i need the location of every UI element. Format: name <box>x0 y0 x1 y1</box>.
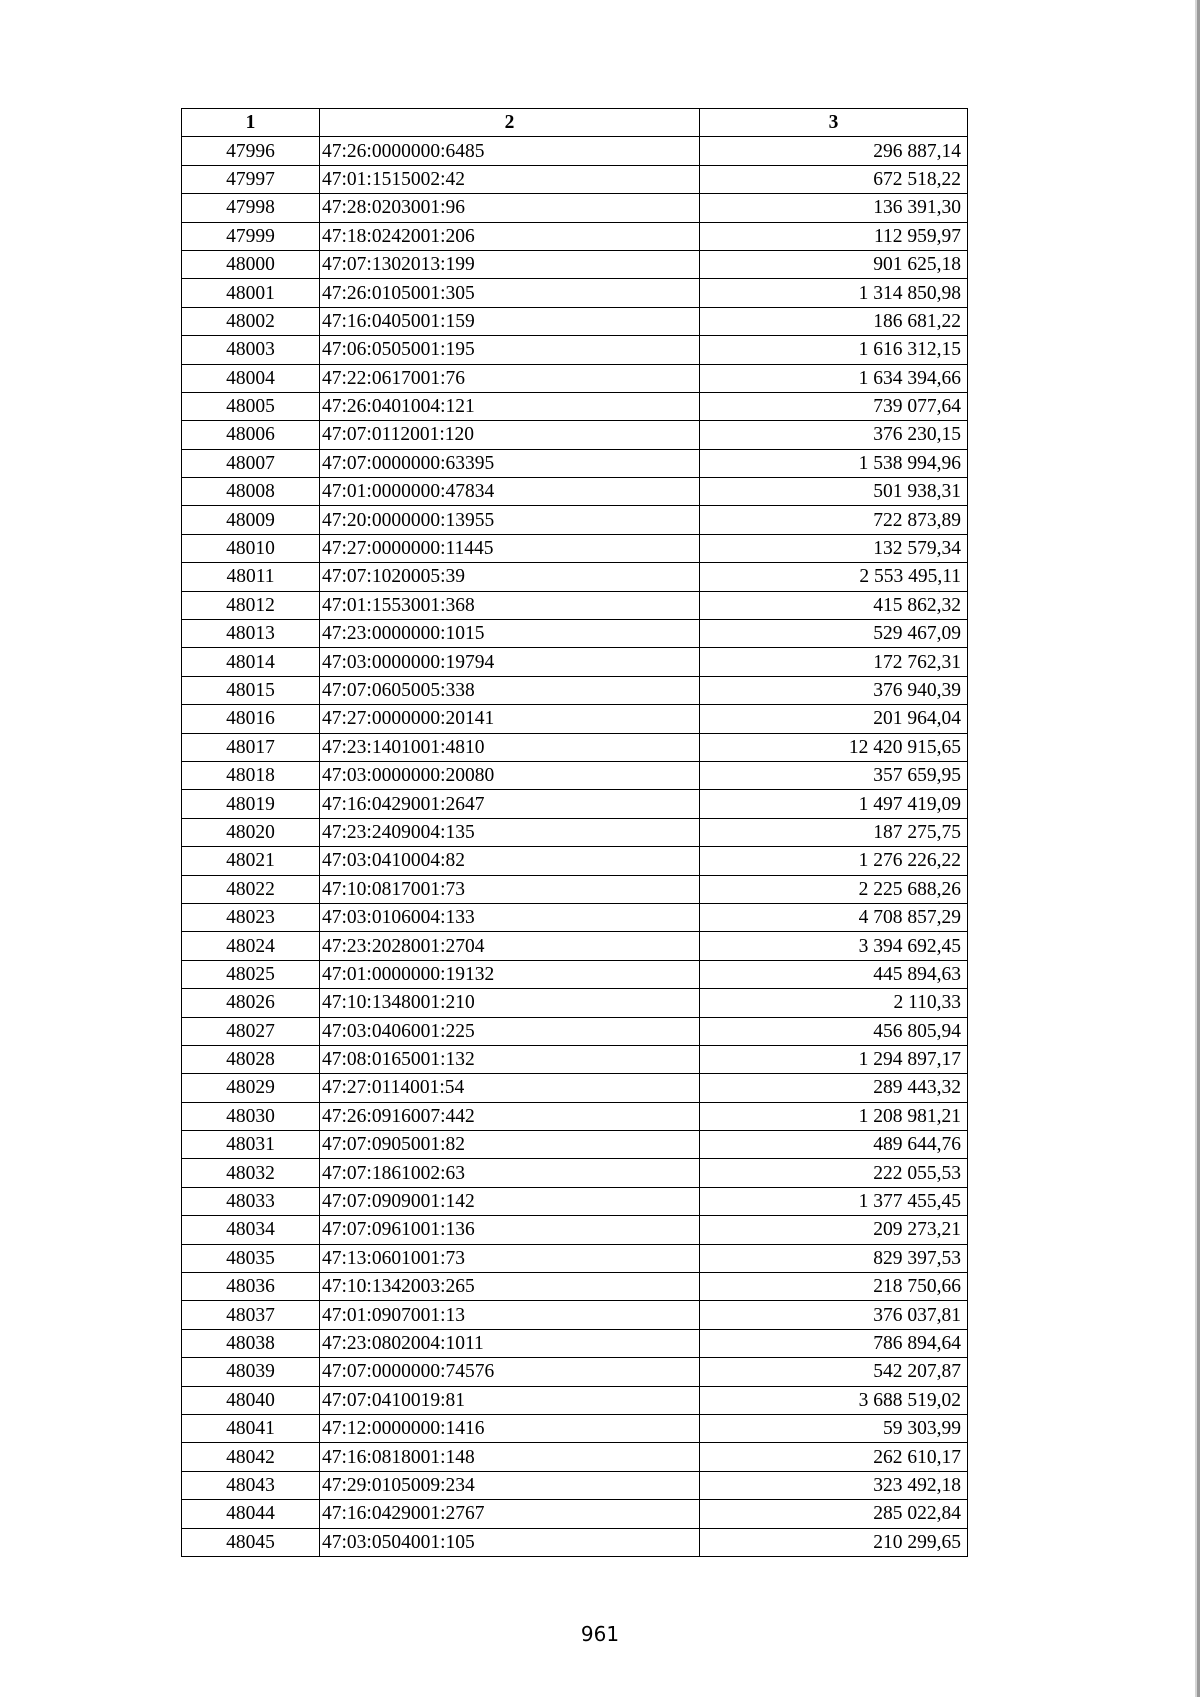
cadastral-number-cell: 47:07:0410019:81 <box>320 1386 700 1414</box>
cadastral-value-cell: 285 022,84 <box>700 1500 968 1528</box>
cadastral-value-cell: 112 959,97 <box>700 222 968 250</box>
column-header-2: 2 <box>320 109 700 137</box>
cadastral-value-cell: 210 299,65 <box>700 1528 968 1556</box>
row-number-cell: 48008 <box>182 478 320 506</box>
cadastral-value-cell: 722 873,89 <box>700 506 968 534</box>
row-number-cell: 48009 <box>182 506 320 534</box>
cadastral-number-cell: 47:23:2028001:2704 <box>320 932 700 960</box>
row-number-cell: 48022 <box>182 875 320 903</box>
row-number-cell: 48028 <box>182 1045 320 1073</box>
cadastral-number-cell: 47:12:0000000:1416 <box>320 1414 700 1442</box>
table-row <box>182 903 968 931</box>
cadastral-number-cell: 47:01:0000000:19132 <box>320 960 700 988</box>
cadastral-number-cell: 47:01:1515002:42 <box>320 165 700 193</box>
cadastral-value-cell: 376 940,39 <box>700 676 968 704</box>
cadastral-number-cell: 47:26:0105001:305 <box>320 279 700 307</box>
cadastral-number-cell: 47:23:0802004:1011 <box>320 1329 700 1357</box>
row-number-cell: 48024 <box>182 932 320 960</box>
cadastral-value-cell: 4 708 857,29 <box>700 903 968 931</box>
cadastral-number-cell: 47:16:0818001:148 <box>320 1443 700 1471</box>
row-number-cell: 48030 <box>182 1102 320 1130</box>
table-row <box>182 1131 968 1159</box>
table-row <box>182 194 968 222</box>
cadastral-value-cell: 489 644,76 <box>700 1131 968 1159</box>
table-row <box>182 989 968 1017</box>
row-number-cell: 48019 <box>182 790 320 818</box>
table-row <box>182 847 968 875</box>
cadastral-number-cell: 47:03:0410004:82 <box>320 847 700 875</box>
cadastral-value-cell: 357 659,95 <box>700 761 968 789</box>
table-row <box>182 620 968 648</box>
column-header-1: 1 <box>182 109 320 137</box>
cadastral-value-cell: 376 037,81 <box>700 1301 968 1329</box>
table-row <box>182 960 968 988</box>
row-number-cell: 48003 <box>182 336 320 364</box>
cadastral-number-cell: 47:03:0000000:19794 <box>320 648 700 676</box>
table-row <box>182 1244 968 1272</box>
cadastral-value-cell: 201 964,04 <box>700 705 968 733</box>
table-row <box>182 790 968 818</box>
row-number-cell: 48004 <box>182 364 320 392</box>
cadastral-value-cell: 1 294 897,17 <box>700 1045 968 1073</box>
row-number-cell: 48039 <box>182 1358 320 1386</box>
cadastral-value-cell: 262 610,17 <box>700 1443 968 1471</box>
cadastral-value-cell: 739 077,64 <box>700 392 968 420</box>
table-row <box>182 1273 968 1301</box>
cadastral-number-cell: 47:03:0000000:20080 <box>320 761 700 789</box>
cadastral-number-cell: 47:10:1342003:265 <box>320 1273 700 1301</box>
table-row <box>182 1017 968 1045</box>
row-number-cell: 48001 <box>182 279 320 307</box>
table-row <box>182 1102 968 1130</box>
table-row <box>182 676 968 704</box>
table-row <box>182 1045 968 1073</box>
cadastral-number-cell: 47:01:1553001:368 <box>320 591 700 619</box>
cadastral-number-cell: 47:07:0961001:136 <box>320 1216 700 1244</box>
cadastral-number-cell: 47:16:0405001:159 <box>320 307 700 335</box>
header-row <box>182 109 968 137</box>
cadastral-number-cell: 47:23:1401001:4810 <box>320 733 700 761</box>
table-row <box>182 1216 968 1244</box>
row-number-cell: 48038 <box>182 1329 320 1357</box>
cadastral-number-cell: 47:03:0106004:133 <box>320 903 700 931</box>
cadastral-value-cell: 901 625,18 <box>700 250 968 278</box>
cadastral-value-cell: 209 273,21 <box>700 1216 968 1244</box>
row-number-cell: 48006 <box>182 421 320 449</box>
row-number-cell: 48031 <box>182 1131 320 1159</box>
table-row <box>182 648 968 676</box>
cadastral-number-cell: 47:07:0909001:142 <box>320 1187 700 1215</box>
cadastral-value-cell: 501 938,31 <box>700 478 968 506</box>
cadastral-value-cell: 672 518,22 <box>700 165 968 193</box>
row-number-cell: 48045 <box>182 1528 320 1556</box>
table-row <box>182 705 968 733</box>
cadastral-value-cell: 136 391,30 <box>700 194 968 222</box>
row-number-cell: 48015 <box>182 676 320 704</box>
table-row <box>182 137 968 165</box>
row-number-cell: 48002 <box>182 307 320 335</box>
cadastral-value-cell: 218 750,66 <box>700 1273 968 1301</box>
cadastral-number-cell: 47:26:0401004:121 <box>320 392 700 420</box>
cadastral-value-cell: 2 225 688,26 <box>700 875 968 903</box>
cadastral-value-cell: 3 688 519,02 <box>700 1386 968 1414</box>
cadastral-value-cell: 12 420 915,65 <box>700 733 968 761</box>
cadastral-number-cell: 47:23:0000000:1015 <box>320 620 700 648</box>
row-number-cell: 48014 <box>182 648 320 676</box>
cadastral-number-cell: 47:07:0905001:82 <box>320 1131 700 1159</box>
row-number-cell: 48011 <box>182 563 320 591</box>
row-number-cell: 48036 <box>182 1273 320 1301</box>
table-body <box>182 137 968 1557</box>
cadastral-value-cell: 172 762,31 <box>700 648 968 676</box>
cadastral-value-cell: 296 887,14 <box>700 137 968 165</box>
cadastral-number-cell: 47:29:0105009:234 <box>320 1471 700 1499</box>
table-row <box>182 1301 968 1329</box>
table-row <box>182 392 968 420</box>
cadastral-number-cell: 47:07:0000000:74576 <box>320 1358 700 1386</box>
row-number-cell: 48027 <box>182 1017 320 1045</box>
cadastral-value-cell: 2 110,33 <box>700 989 968 1017</box>
cadastral-value-cell: 829 397,53 <box>700 1244 968 1272</box>
table-row <box>182 1329 968 1357</box>
row-number-cell: 48005 <box>182 392 320 420</box>
row-number-cell: 48023 <box>182 903 320 931</box>
cadastral-number-cell: 47:26:0000000:6485 <box>320 137 700 165</box>
cadastral-value-cell: 1 538 994,96 <box>700 449 968 477</box>
cadastral-number-cell: 47:03:0504001:105 <box>320 1528 700 1556</box>
row-number-cell: 48042 <box>182 1443 320 1471</box>
row-number-cell: 48033 <box>182 1187 320 1215</box>
cadastral-value-cell: 456 805,94 <box>700 1017 968 1045</box>
row-number-cell: 48044 <box>182 1500 320 1528</box>
cadastral-value-cell: 222 055,53 <box>700 1159 968 1187</box>
cadastral-number-cell: 47:07:0112001:120 <box>320 421 700 449</box>
table-row <box>182 279 968 307</box>
cadastral-number-cell: 47:07:1302013:199 <box>320 250 700 278</box>
cadastral-value-cell: 415 862,32 <box>700 591 968 619</box>
row-number-cell: 48016 <box>182 705 320 733</box>
cadastral-value-cell: 132 579,34 <box>700 534 968 562</box>
cadastral-number-cell: 47:27:0000000:20141 <box>320 705 700 733</box>
page-number: 961 <box>580 1622 620 1646</box>
cadastral-value-cell: 376 230,15 <box>700 421 968 449</box>
cadastral-number-cell: 47:06:0505001:195 <box>320 336 700 364</box>
cadastral-value-cell: 323 492,18 <box>700 1471 968 1499</box>
table-row <box>182 1187 968 1215</box>
row-number-cell: 48018 <box>182 761 320 789</box>
cadastral-value-table <box>181 108 968 1557</box>
table-row <box>182 165 968 193</box>
cadastral-number-cell: 47:26:0916007:442 <box>320 1102 700 1130</box>
cadastral-value-cell: 1 616 312,15 <box>700 336 968 364</box>
cadastral-value-cell: 1 276 226,22 <box>700 847 968 875</box>
table-row <box>182 534 968 562</box>
table-row <box>182 818 968 846</box>
table-row <box>182 1528 968 1556</box>
row-number-cell: 48010 <box>182 534 320 562</box>
cadastral-number-cell: 47:13:0601001:73 <box>320 1244 700 1272</box>
cadastral-value-cell: 445 894,63 <box>700 960 968 988</box>
table-row <box>182 1074 968 1102</box>
cadastral-number-cell: 47:07:1020005:39 <box>320 563 700 591</box>
table-row <box>182 307 968 335</box>
table-row <box>182 421 968 449</box>
table-row <box>182 1471 968 1499</box>
cadastral-value-cell: 1 208 981,21 <box>700 1102 968 1130</box>
table-header <box>182 109 968 137</box>
table-row <box>182 364 968 392</box>
cadastral-value-cell: 3 394 692,45 <box>700 932 968 960</box>
cadastral-number-cell: 47:16:0429001:2647 <box>320 790 700 818</box>
cadastral-number-cell: 47:18:0242001:206 <box>320 222 700 250</box>
table-row <box>182 932 968 960</box>
cadastral-number-cell: 47:20:0000000:13955 <box>320 506 700 534</box>
cadastral-number-cell: 47:28:0203001:96 <box>320 194 700 222</box>
cadastral-number-cell: 47:23:2409004:135 <box>320 818 700 846</box>
row-number-cell: 48026 <box>182 989 320 1017</box>
cadastral-number-cell: 47:27:0114001:54 <box>320 1074 700 1102</box>
cadastral-number-cell: 47:01:0000000:47834 <box>320 478 700 506</box>
row-number-cell: 48037 <box>182 1301 320 1329</box>
cadastral-value-cell: 186 681,22 <box>700 307 968 335</box>
table-row <box>182 1443 968 1471</box>
table-row <box>182 222 968 250</box>
row-number-cell: 48041 <box>182 1414 320 1442</box>
table-row <box>182 1500 968 1528</box>
row-number-cell: 48035 <box>182 1244 320 1272</box>
cadastral-number-cell: 47:07:1861002:63 <box>320 1159 700 1187</box>
cadastral-value-cell: 542 207,87 <box>700 1358 968 1386</box>
row-number-cell: 48040 <box>182 1386 320 1414</box>
cadastral-number-cell: 47:07:0605005:338 <box>320 676 700 704</box>
table-row <box>182 1414 968 1442</box>
table-row <box>182 1386 968 1414</box>
table-row <box>182 336 968 364</box>
cadastral-number-cell: 47:01:0907001:13 <box>320 1301 700 1329</box>
row-number-cell: 48000 <box>182 250 320 278</box>
cadastral-value-cell: 529 467,09 <box>700 620 968 648</box>
row-number-cell: 47999 <box>182 222 320 250</box>
row-number-cell: 47996 <box>182 137 320 165</box>
cadastral-number-cell: 47:03:0406001:225 <box>320 1017 700 1045</box>
table-row <box>182 875 968 903</box>
table-row <box>182 563 968 591</box>
cadastral-number-cell: 47:27:0000000:11445 <box>320 534 700 562</box>
table-row <box>182 449 968 477</box>
cadastral-value-cell: 1 497 419,09 <box>700 790 968 818</box>
row-number-cell: 47998 <box>182 194 320 222</box>
table-row <box>182 1159 968 1187</box>
table-row <box>182 506 968 534</box>
row-number-cell: 48029 <box>182 1074 320 1102</box>
cadastral-value-cell: 1 634 394,66 <box>700 364 968 392</box>
cadastral-number-cell: 47:10:1348001:210 <box>320 989 700 1017</box>
row-number-cell: 48017 <box>182 733 320 761</box>
cadastral-value-cell: 187 275,75 <box>700 818 968 846</box>
cadastral-value-cell: 1 314 850,98 <box>700 279 968 307</box>
cadastral-number-cell: 47:07:0000000:63395 <box>320 449 700 477</box>
table-row <box>182 250 968 278</box>
row-number-cell: 48025 <box>182 960 320 988</box>
cadastral-number-cell: 47:22:0617001:76 <box>320 364 700 392</box>
table-row <box>182 1358 968 1386</box>
row-number-cell: 48021 <box>182 847 320 875</box>
cadastral-number-cell: 47:10:0817001:73 <box>320 875 700 903</box>
row-number-cell: 47997 <box>182 165 320 193</box>
cadastral-value-cell: 59 303,99 <box>700 1414 968 1442</box>
cadastral-value-cell: 289 443,32 <box>700 1074 968 1102</box>
row-number-cell: 48012 <box>182 591 320 619</box>
cadastral-value-cell: 1 377 455,45 <box>700 1187 968 1215</box>
row-number-cell: 48034 <box>182 1216 320 1244</box>
cadastral-value-cell: 786 894,64 <box>700 1329 968 1357</box>
table-row <box>182 761 968 789</box>
row-number-cell: 48007 <box>182 449 320 477</box>
row-number-cell: 48043 <box>182 1471 320 1499</box>
table-row <box>182 478 968 506</box>
row-number-cell: 48013 <box>182 620 320 648</box>
cadastral-number-cell: 47:16:0429001:2767 <box>320 1500 700 1528</box>
cadastral-value-cell: 2 553 495,11 <box>700 563 968 591</box>
cadastral-number-cell: 47:08:0165001:132 <box>320 1045 700 1073</box>
table-row <box>182 591 968 619</box>
row-number-cell: 48020 <box>182 818 320 846</box>
row-number-cell: 48032 <box>182 1159 320 1187</box>
table-row <box>182 733 968 761</box>
column-header-3: 3 <box>700 109 968 137</box>
